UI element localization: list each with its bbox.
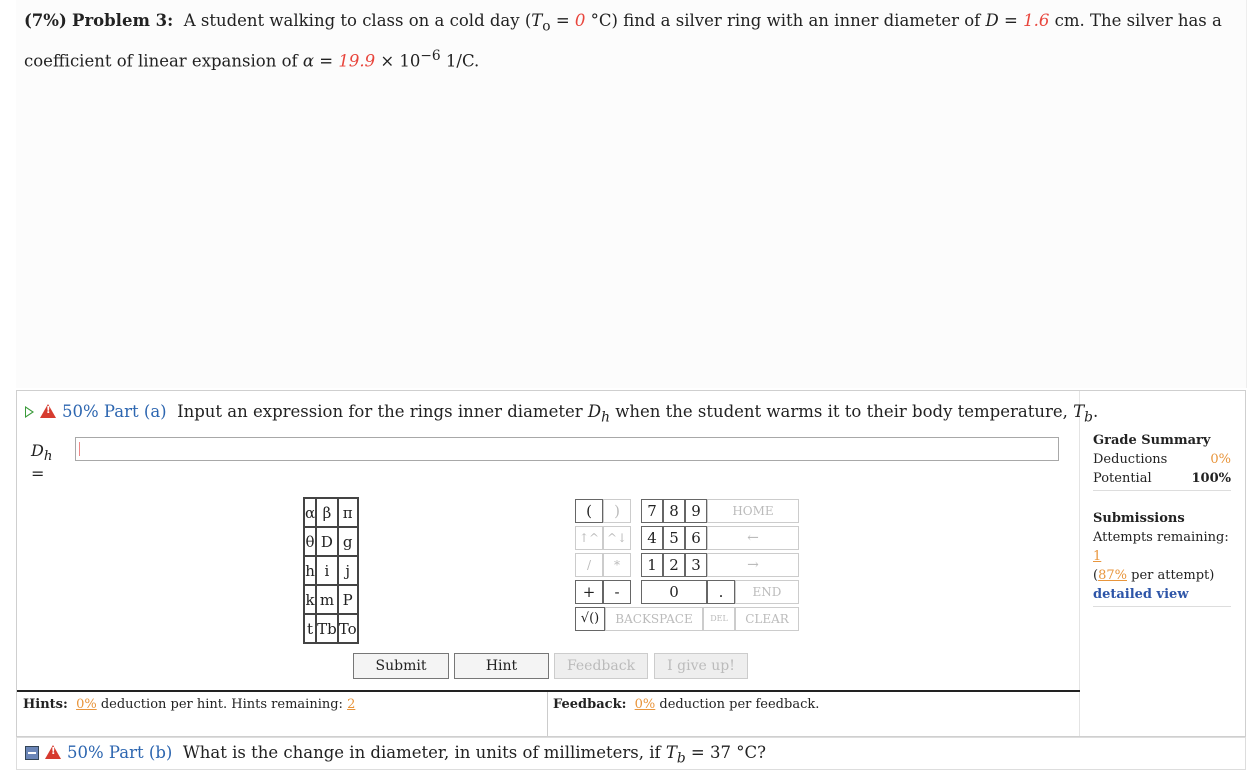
part-b-text-2: = 37 °C? [685,743,766,762]
answer-label-eq: = [31,464,45,484]
feedback-button[interactable]: Feedback [554,653,648,679]
eq-sign: = [550,11,575,30]
feedback-pct: 0% [634,697,656,712]
key-1[interactable]: 1 [641,553,663,577]
key-0[interactable]: 0 [641,580,707,604]
part-a-main [17,391,1099,736]
tb-sub: b [1084,409,1093,426]
part-a-text-3: . [1092,402,1099,421]
part-a-header[interactable] [25,401,1098,428]
answer-label [31,441,52,483]
tb-symbol: T [1073,402,1085,421]
play-icon[interactable] [25,406,34,418]
feedback-info [553,697,819,712]
key-k[interactable]: k [304,585,316,614]
warning-icon-b [45,745,61,759]
alpha-symbol: α [302,51,315,71]
problem-text-1: A student walking to class on a cold day ( [183,11,532,30]
attempts-value: 1 [1093,549,1102,564]
potential-row [1093,469,1231,488]
feedback-text: deduction per feedback. [655,697,820,712]
hf-divider [547,692,548,736]
part-a-text-2: when the student warms it to their body temperature, [609,402,1074,421]
potential-label: Potential [1093,471,1152,486]
per-attempt-open: ( [1093,568,1099,583]
hints-info [23,697,355,712]
detailed-view-link[interactable]: detailed view [1093,587,1189,602]
key-5[interactable]: 5 [663,526,685,550]
per-attempt-pct: 87% [1098,568,1127,583]
alpha-pow: −6 [420,48,441,65]
key-theta[interactable]: θ [304,527,316,556]
hint-button[interactable]: Hint [454,653,549,679]
key-g[interactable]: g [338,527,358,556]
key-To[interactable]: To [338,614,358,643]
problem-weight: (7%) [24,11,67,30]
attempts-label: Attempts remaining: [1093,530,1229,545]
part-a-text-1: Input an expression for the rings inner diameter [177,402,588,421]
key-6[interactable]: 6 [685,526,707,550]
key-2[interactable]: 2 [663,553,685,577]
eq-sign-2: = [998,11,1024,30]
key-divide[interactable]: / [575,553,603,577]
part-b-text-1: What is the change in diameter, in units of millimeters, if [182,743,666,762]
key-minus[interactable]: - [603,580,631,604]
key-home[interactable]: HOME [707,499,799,523]
key-dot[interactable]: . [707,580,735,604]
key-7[interactable]: 7 [641,499,663,523]
answer-label-sub: h [43,449,53,465]
key-m[interactable]: m [316,585,338,614]
key-P[interactable]: P [338,585,358,614]
key-rparen[interactable]: ) [603,499,631,523]
per-attempt-text: per attempt) [1126,568,1215,583]
alpha-value: 19.9 [338,51,376,71]
feedback-label: Feedback: [553,697,627,712]
key-backspace[interactable]: BACKSPACE [605,607,703,631]
key-end[interactable]: END [735,580,799,604]
t0-symbol: T [531,11,543,30]
eq-sign-3: = [314,51,339,71]
key-t[interactable]: t [304,614,316,643]
key-i[interactable]: i [316,556,338,585]
give-up-button[interactable]: I give up! [654,653,748,679]
answer-label-sym: D [31,441,44,460]
key-up-down[interactable]: ^↓ [603,526,631,550]
key-lparen[interactable]: ( [575,499,603,523]
grade-summary-title: Grade Summary [1093,433,1211,448]
key-multiply[interactable]: * [603,553,631,577]
key-right[interactable]: → [707,553,799,577]
hints-feedback-bar [17,690,1080,736]
dh-symbol: D [587,402,602,421]
submit-button[interactable]: Submit [353,653,449,679]
key-D[interactable]: D [316,527,338,556]
key-beta[interactable]: β [316,498,338,527]
deductions-row [1093,450,1231,469]
problem-text-3: cm. The silver has a coefficient of linear expansion of [24,11,1222,71]
per-attempt-row [1093,566,1231,585]
key-sqrt[interactable]: √() [575,607,605,631]
hints-remaining: 2 [347,697,356,712]
problem-text-2: °C) find a silver ring with an inner diameter of [585,11,986,30]
part-a-panel [16,390,1246,737]
key-8[interactable]: 8 [663,499,685,523]
problem-statement [24,6,1234,77]
deductions-value: 0% [1210,452,1231,467]
t0-value: 0 [574,11,586,30]
grade-summary [1093,431,1231,607]
key-h[interactable]: h [304,556,316,585]
part-a-pct: 50% Part (a) [62,402,167,421]
collapse-icon[interactable] [25,746,39,760]
deductions-label: Deductions [1093,452,1168,467]
alpha-unit: 1/C. [440,51,480,71]
part-b-pct: 50% Part (b) [67,743,173,762]
part-b-tb-symbol: T [665,743,677,762]
problem-label: Problem 3: [72,11,174,30]
d-symbol: D [985,11,999,30]
d-value: 1.6 [1023,11,1050,30]
key-clear[interactable]: CLEAR [735,607,799,631]
hints-label: Hints: [23,697,68,712]
submissions-divider [1093,605,1231,607]
key-up[interactable]: ↑^ [575,526,603,550]
key-4[interactable]: 4 [641,526,663,550]
key-pi[interactable]: π [338,498,358,527]
key-alpha[interactable]: α [304,498,316,527]
potential-value: 100% [1191,471,1231,486]
warning-icon [40,404,56,418]
hints-text: deduction per hint. Hints remaining: [96,697,348,712]
answer-input[interactable] [75,437,1059,461]
key-left[interactable]: ← [707,526,799,550]
key-3[interactable]: 3 [685,553,707,577]
key-Tb[interactable]: Tb [316,614,338,643]
key-plus[interactable]: + [575,580,603,604]
key-9[interactable]: 9 [685,499,707,523]
t0-sub: o [542,18,551,35]
key-j[interactable]: j [338,556,358,585]
symbol-table [303,497,359,644]
problem-panel [16,0,1247,388]
dh-sub: h [601,409,610,426]
submissions-title: Submissions [1093,511,1185,526]
hints-pct: 0% [76,697,97,712]
alpha-exp: × 10 [375,51,421,71]
part-b-tb-sub: b [676,750,686,767]
part-b-panel [16,737,1246,770]
part-b-header[interactable] [25,742,766,769]
key-del[interactable]: DEL [703,607,735,631]
attempts-row [1093,528,1231,566]
